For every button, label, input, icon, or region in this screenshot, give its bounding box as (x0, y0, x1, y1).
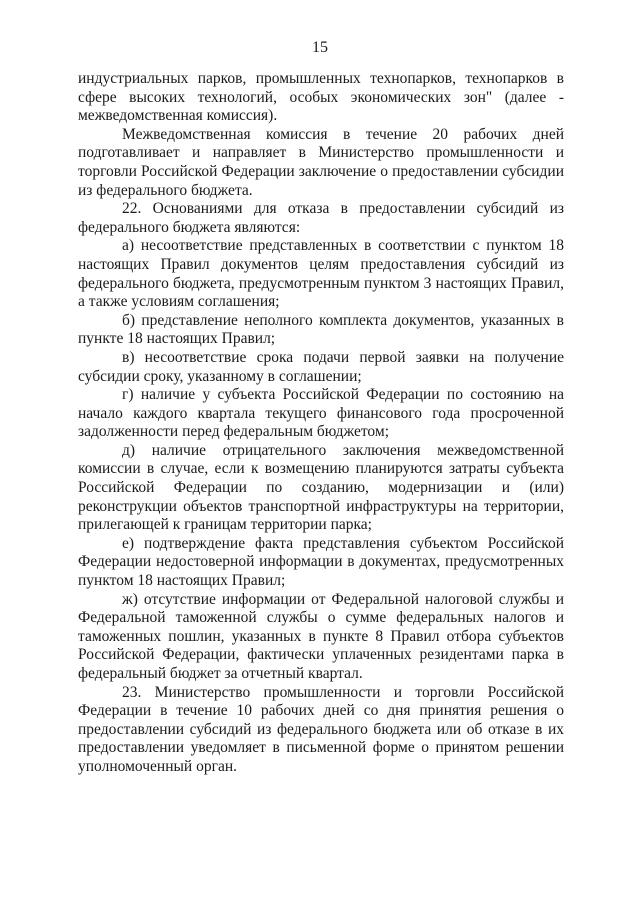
paragraph-continuation: индустриальных парков, промышленных технопарков, технопарков в сфере высоких технологий, особых экономических зон" (далее - межведомственная комиссия). (78, 70, 564, 125)
list-item-b: б) представление неполного комплекта документов, указанных в пункте 18 настоящих Правил; (78, 311, 564, 348)
list-item-zh: ж) отсутствие информации от Федеральной налоговой службы и Федеральной таможенной службы о сумме федеральных налогов и таможенных пошлин, указанных в пункте 8 Правил отбора субъектов Российской Федерации, фактически уплаченных резидентами парка в федеральный бюджет за отчетный квартал. (78, 590, 564, 682)
paragraph-22-refusal-grounds: 22. Основаниями для отказа в предоставлении субсидий из федерального бюджета являются: (78, 200, 564, 236)
list-item-d: д) наличие отрицательного заключения межведомственной комиссии в случае, если к возмещению планируются затраты субъекта Российской Федерации по созданию, модернизации и (или) реконструкции объектов транспортной инфраструктуры на территории, прилегающей к границам территории парка; (78, 441, 564, 534)
list-item-e: е) подтверждение факта представления субъектом Российской Федерации недостоверной информации в документах, предусмотренных пунктом 18 настоящих Правил; (78, 534, 564, 590)
body-text (78, 70, 564, 777)
list-item-a: а) несоответствие представленных в соответствии с пунктом 18 настоящих Правил документов целям предоставления субсидий из федерального бюджета, предусмотренным пунктом 3 настоящих Правил, а также условиям соглашения; (78, 237, 564, 311)
list-item-v: в) несоответствие срока подачи первой заявки на получение субсидии сроку, указанному в соглашении; (78, 348, 564, 385)
page-number: 15 (312, 39, 328, 56)
paragraph-commission-conclusion: Межведомственная комиссия в течение 20 рабочих дней подготавливает и направляет в Министерство промышленности и торговли Российской Федерации заключение о предоставлении субсидии из федерального бюджета. (78, 125, 564, 199)
list-item-g: г) наличие у субъекта Российской Федерации по состоянию на начало каждого квартала текущего финансового года просроченной задолженности перед федеральным бюджетом; (78, 386, 564, 441)
paragraph-23-notification: 23. Министерство промышленности и торговли Российской Федерации в течение 10 рабочих дней со дня принятия решения о предоставлении субсидий из федерального бюджета или об отказе в их предоставлении уведомляет в письменной форме о принятом решении уполномоченный орган. (78, 683, 564, 775)
